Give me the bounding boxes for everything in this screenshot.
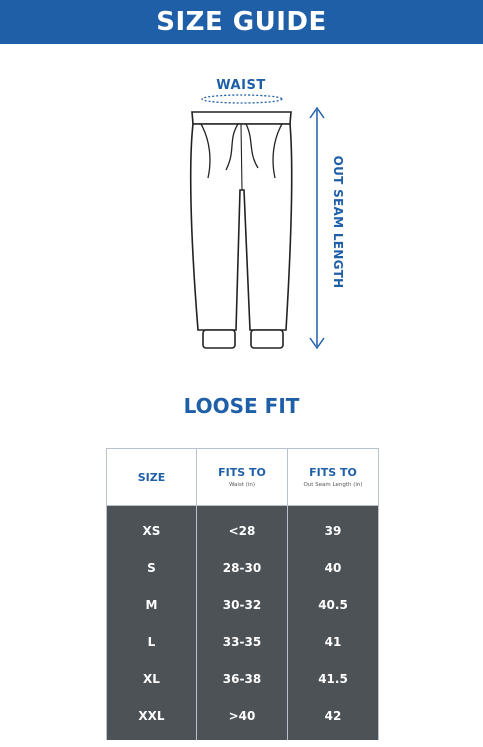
cell-waist: 33-35	[197, 623, 288, 660]
pants-waistband	[192, 112, 291, 124]
cell-seam: 41.5	[288, 660, 379, 697]
table-row	[107, 586, 379, 623]
table-row	[107, 697, 379, 740]
cell-waist: <28	[197, 506, 288, 550]
cell-waist: 36-38	[197, 660, 288, 697]
pants-left-cuff	[203, 330, 235, 348]
pants-diagram	[0, 60, 483, 370]
table-row	[107, 660, 379, 697]
header-size-title: SIZE	[137, 470, 166, 484]
size-table	[106, 448, 379, 740]
cell-seam: 41	[288, 623, 379, 660]
header-seam	[288, 449, 379, 506]
header-seam-title: FITS TO	[309, 466, 357, 479]
waist-measure-ellipse	[202, 95, 282, 103]
waist-label: WAIST	[216, 78, 266, 93]
header-waist	[197, 449, 288, 506]
cell-waist: 28-30	[197, 549, 288, 586]
cell-size: S	[107, 549, 197, 586]
cell-seam: 42	[288, 697, 379, 740]
page-title: SIZE GUIDE	[156, 7, 327, 37]
pants-right-cuff	[251, 330, 283, 348]
header-waist-sub: Waist (in)	[228, 482, 256, 488]
cell-size: M	[107, 586, 197, 623]
cell-seam: 40.5	[288, 586, 379, 623]
cell-seam: 39	[288, 506, 379, 550]
fit-title: LOOSE FIT	[183, 394, 300, 418]
header-waist-title: FITS TO	[218, 466, 266, 479]
cell-waist: 30-32	[197, 586, 288, 623]
cell-seam: 40	[288, 549, 379, 586]
out-seam-length-label: OUT SEAM LENGTH	[331, 155, 345, 289]
header-banner	[0, 0, 483, 44]
cell-size: XL	[107, 660, 197, 697]
cell-size: XXL	[107, 697, 197, 740]
table-row	[107, 506, 379, 550]
header-size	[107, 449, 197, 506]
cell-size: L	[107, 623, 197, 660]
table-row	[107, 549, 379, 586]
table-header-row	[107, 449, 379, 506]
header-seam-sub: Out Seam Length (in)	[303, 482, 363, 488]
cell-size: XS	[107, 506, 197, 550]
table-row	[107, 623, 379, 660]
cell-waist: >40	[197, 697, 288, 740]
